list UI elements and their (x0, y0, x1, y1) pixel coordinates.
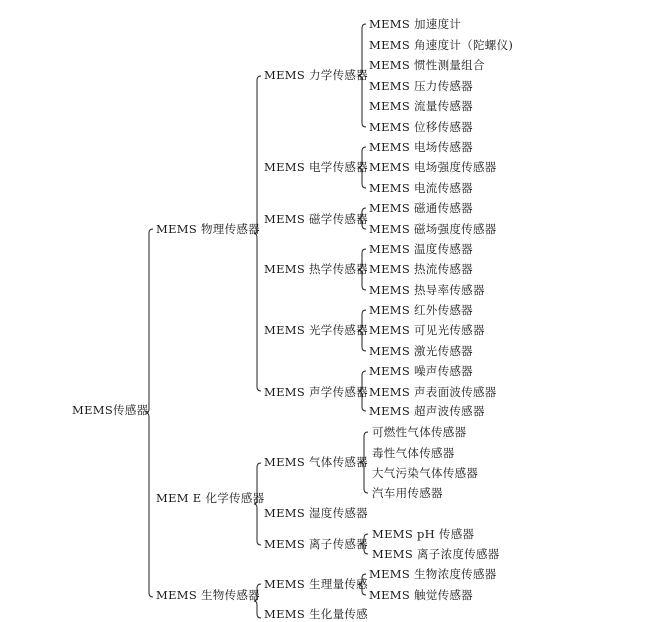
subcategory-optical: MEMS 光学传感器 (264, 323, 368, 337)
leaf-thermal-conductivity: MEMS 热导率传感器 (369, 283, 485, 297)
subcategory-electrical: MEMS 电学传感器 (264, 160, 368, 174)
subcategory-magnetic: MEMS 磁学传感器 (264, 212, 368, 226)
category-biological: MEMS 生物传感器 (156, 588, 260, 602)
leaf-automotive: 汽车用传感器 (372, 486, 443, 500)
category-physical: MEMS 物理传感器 (156, 222, 260, 236)
leaf-gyroscope: MEMS 角速度计（陀螺仪) (369, 38, 514, 52)
leaf-electric-field-strength: MEMS 电场强度传感器 (369, 160, 497, 174)
leaf-ion-concentration: MEMS 离子浓度传感器 (372, 547, 500, 561)
subcategory-mechanical: MEMS 力学传感器 (264, 68, 368, 82)
leaf-visible-light: MEMS 可见光传感器 (369, 323, 485, 337)
leaf-ultrasonic: MEMS 超声波传感器 (369, 404, 485, 418)
subcategory-humidity: MEMS 湿度传感器 (264, 506, 368, 520)
leaf-noise: MEMS 噪声传感器 (369, 364, 473, 378)
category-chemical: MEM E 化学传感器 (156, 491, 265, 505)
leaf-electric-field: MEMS 电场传感器 (369, 140, 473, 154)
leaf-temperature: MEMS 温度传感器 (369, 242, 473, 256)
leaf-bio-concentration: MEMS 生物浓度传感器 (369, 567, 497, 581)
subcategory-acoustic: MEMS 声学传感器 (264, 385, 368, 399)
leaf-imu: MEMS 惯性测量组合 (369, 58, 485, 72)
subcategory-ion: MEMS 离子传感器 (264, 537, 368, 551)
subcategory-physiological: MEMS 生理量传感 (264, 577, 368, 591)
leaf-pressure: MEMS 压力传感器 (369, 79, 473, 93)
leaf-accelerometer: MEMS 加速度计 (369, 17, 462, 31)
leaf-combustible-gas: 可燃性气体传感器 (372, 425, 467, 439)
leaf-infrared: MEMS 红外传感器 (369, 303, 473, 317)
leaf-heat-flux: MEMS 热流传感器 (369, 262, 473, 276)
root-node: MEMS传感器 (72, 403, 149, 417)
leaf-displacement: MEMS 位移传感器 (369, 120, 473, 134)
leaf-flow: MEMS 流量传感器 (369, 99, 473, 113)
leaf-ph: MEMS pH 传感器 (372, 527, 475, 541)
leaf-current: MEMS 电流传感器 (369, 181, 473, 195)
leaf-air-pollution-gas: 大气污染气体传感器 (372, 466, 479, 480)
leaf-magnetic-field-strength: MEMS 磁场强度传感器 (369, 222, 497, 236)
leaf-toxic-gas: 毒性气体传感器 (372, 446, 455, 460)
leaf-tactile: MEMS 触觉传感器 (369, 588, 473, 602)
subcategory-gas: MEMS 气体传感器 (264, 455, 368, 469)
leaf-surface-acoustic-wave: MEMS 声表面波传感器 (369, 385, 497, 399)
leaf-laser: MEMS 激光传感器 (369, 344, 473, 358)
leaf-magnetic-flux: MEMS 磁通传感器 (369, 201, 473, 215)
subcategory-biochemical: MEMS 生化量传感 (264, 607, 368, 621)
subcategory-thermal: MEMS 热学传感器 (264, 262, 368, 276)
